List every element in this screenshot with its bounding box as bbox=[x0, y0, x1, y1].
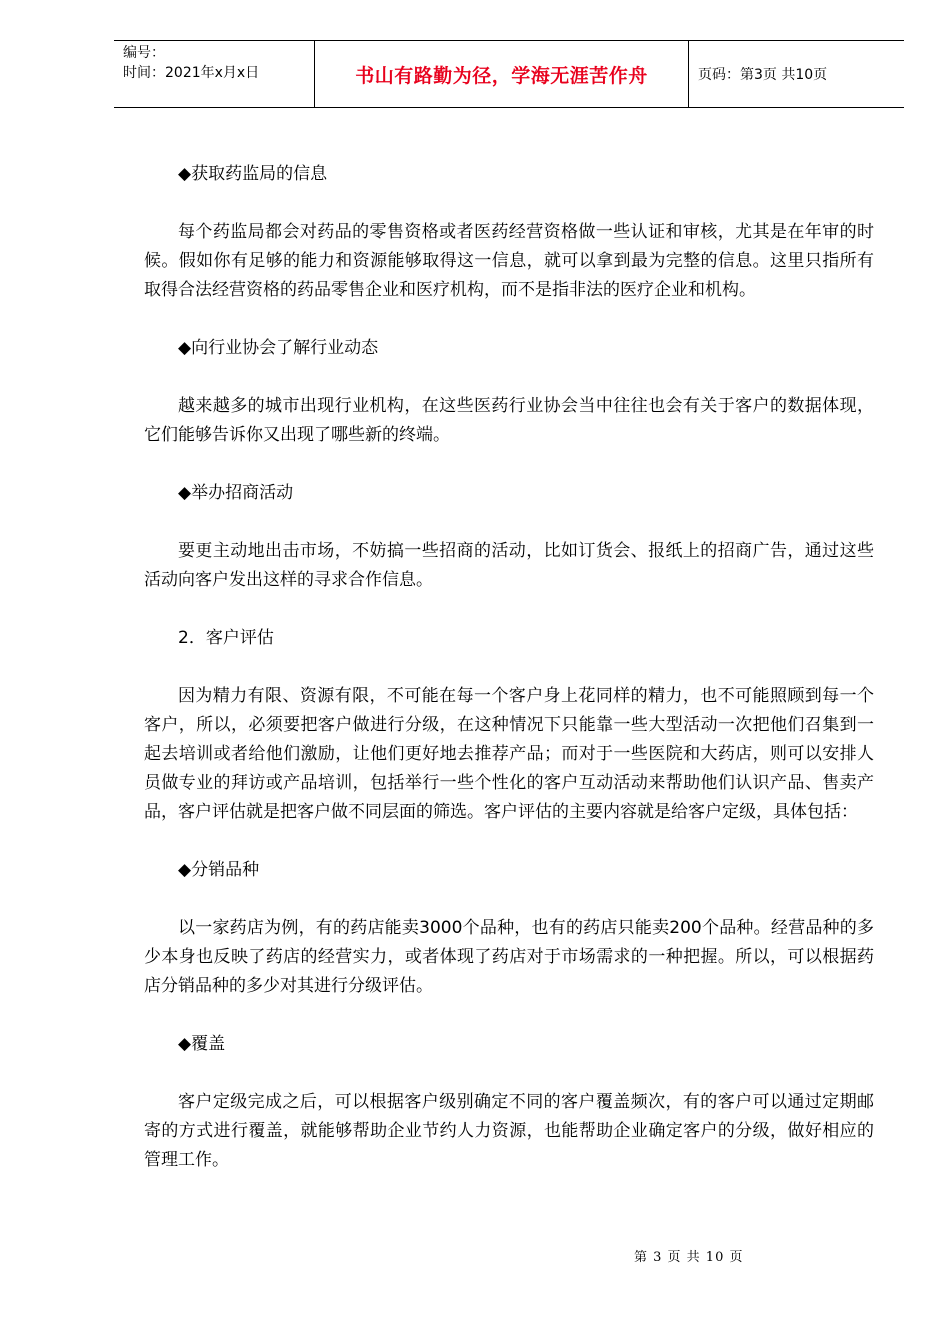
section-heading: ◆向行业协会了解行业动态 bbox=[178, 338, 379, 358]
body-paragraph: 要更主动地出击市场，不妨搞一些招商的活动，比如订货会、报纸上的招商广告，通过这些活动向客户发出这样的寻求合作信息。 bbox=[144, 541, 874, 590]
body-paragraph: 越来越多的城市出现行业机构，在这些医药行业协会当中往往也会有关于客户的数据体现，它们能够告诉你又出现了哪些新的终端。 bbox=[144, 396, 874, 445]
body-paragraph: 每个药监局都会对药品的零售资格或者医药经营资格做一些认证和审核，尤其是在年审的时候。假如你有足够的能力和资源能够取得这一信息，就可以拿到最为完整的信息。这里只指所有取得合法经营资格的药品零售企业和医疗机构，而不是指非法的医疗企业和机构。 bbox=[144, 222, 874, 300]
section-heading: ◆覆盖 bbox=[178, 1034, 226, 1054]
document-number-label: 编号： bbox=[123, 45, 165, 61]
document-body bbox=[144, 160, 874, 1175]
header-motto: 书山有路勤为径，学海无涯苦作舟 bbox=[315, 41, 689, 107]
section-heading: ◆分销品种 bbox=[178, 860, 260, 880]
body-paragraph: 以一家药店为例，有的药店能卖3000个品种，也有的药店只能卖200个品种。经营品种的多少本身也反映了药店的经营实力，或者体现了药店对于市场需求的一种把握。所以，可以根据药店分销品种的多少对其进行分级评估。 bbox=[144, 918, 874, 996]
section-heading: 2．客户评估 bbox=[178, 628, 274, 648]
section-heading: ◆举办招商活动 bbox=[178, 483, 294, 503]
body-paragraph: 客户定级完成之后，可以根据客户级别确定不同的客户覆盖频次，有的客户可以通过定期邮寄的方式进行覆盖，就能够帮助企业节约人力资源，也能帮助企业确定客户的分级，做好相应的管理工作。 bbox=[144, 1092, 874, 1170]
header-meta bbox=[114, 41, 315, 107]
body-paragraph: 因为精力有限、资源有限，不可能在每一个客户身上花同样的精力，也不可能照顾到每一个客户，所以，必须要把客户做进行分级，在这种情况下只能靠一些大型活动一次把他们召集到一起去培训或者给他们激励，让他们更好地去推荐产品；而对于一些医院和大药店，则可以安排人员做专业的拜访或产品培训，包括举行一些个性化的客户互动活动来帮助他们认识产品、售卖产品，客户评估就是把客户做不同层面的筛选。客户评估的主要内容就是给客户定级，具体包括： bbox=[144, 686, 874, 822]
document-header bbox=[114, 40, 904, 108]
document-time-label: 时间：2021年x月x日 bbox=[123, 65, 260, 81]
section-heading: ◆获取药监局的信息 bbox=[178, 164, 328, 184]
header-page-info: 页码：第3页 共10页 bbox=[698, 67, 828, 83]
page-footer: 第 3 页 共 10 页 bbox=[634, 1250, 744, 1265]
